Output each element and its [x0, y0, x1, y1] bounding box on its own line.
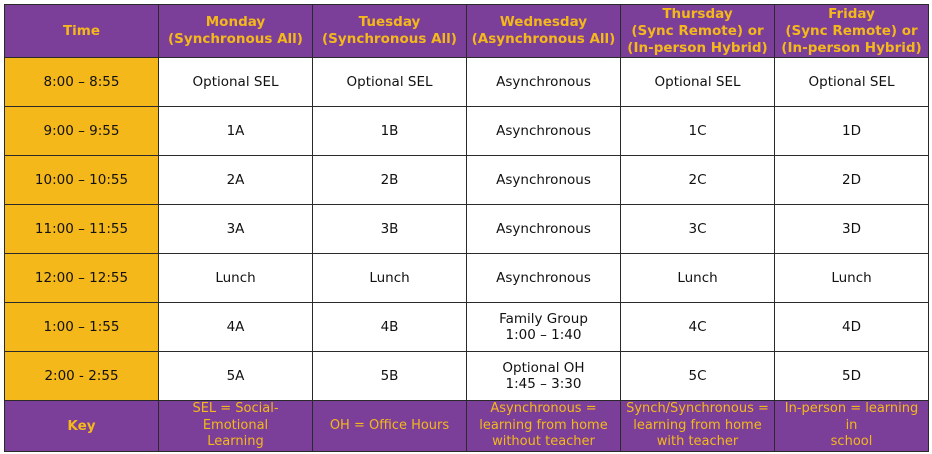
time-cell: 2:00 - 2:55	[5, 352, 159, 401]
table-row	[5, 156, 929, 205]
schedule-cell: 3D	[775, 205, 929, 254]
schedule-cell: 2B	[313, 156, 467, 205]
time-cell: 11:00 – 11:55	[5, 205, 159, 254]
schedule-cell: 4D	[775, 303, 929, 352]
table-row	[5, 205, 929, 254]
table-row	[5, 107, 929, 156]
table-row	[5, 254, 929, 303]
schedule-cell: Family Group 1:00 – 1:40	[467, 303, 621, 352]
schedule-cell: 5C	[621, 352, 775, 401]
key-item-synchronous: Synch/Synchronous = learning from home with teacher	[621, 401, 775, 452]
schedule-cell: Optional SEL	[159, 58, 313, 107]
key-label: Key	[5, 401, 159, 452]
schedule-cell: 2D	[775, 156, 929, 205]
header-wednesday: Wednesday (Asynchronous All)	[467, 5, 621, 58]
table-row	[5, 58, 929, 107]
header-time: Time	[5, 5, 159, 58]
schedule-cell: Optional SEL	[621, 58, 775, 107]
schedule-cell: 4C	[621, 303, 775, 352]
schedule-cell: 2A	[159, 156, 313, 205]
schedule-cell: Asynchronous	[467, 254, 621, 303]
key-item-asynchronous: Asynchronous = learning from home without teacher	[467, 401, 621, 452]
schedule-cell: 1D	[775, 107, 929, 156]
time-cell: 8:00 – 8:55	[5, 58, 159, 107]
time-cell: 1:00 – 1:55	[5, 303, 159, 352]
schedule-cell: Lunch	[313, 254, 467, 303]
table-row	[5, 303, 929, 352]
schedule-cell: 4A	[159, 303, 313, 352]
schedule-cell: Asynchronous	[467, 58, 621, 107]
schedule-cell: Lunch	[775, 254, 929, 303]
schedule-cell: 1C	[621, 107, 775, 156]
schedule-cell: Asynchronous	[467, 205, 621, 254]
header-monday: Monday (Synchronous All)	[159, 5, 313, 58]
schedule-cell: Optional SEL	[775, 58, 929, 107]
header-row	[5, 5, 929, 58]
table-row	[5, 352, 929, 401]
schedule-cell: Lunch	[621, 254, 775, 303]
time-cell: 9:00 – 9:55	[5, 107, 159, 156]
header-tuesday: Tuesday (Synchronous All)	[313, 5, 467, 58]
schedule-table	[4, 4, 929, 452]
schedule-cell: 3A	[159, 205, 313, 254]
time-cell: 10:00 – 10:55	[5, 156, 159, 205]
schedule-cell: 4B	[313, 303, 467, 352]
schedule-cell: Optional SEL	[313, 58, 467, 107]
schedule-cell: 5A	[159, 352, 313, 401]
header-friday: Friday (Sync Remote) or (In-person Hybrid)	[775, 5, 929, 58]
schedule-cell: Asynchronous	[467, 107, 621, 156]
key-item-oh: OH = Office Hours	[313, 401, 467, 452]
key-row	[5, 401, 929, 452]
schedule-cell: 5B	[313, 352, 467, 401]
schedule-cell: Optional OH 1:45 – 3:30	[467, 352, 621, 401]
schedule-cell: Asynchronous	[467, 156, 621, 205]
schedule-cell: 2C	[621, 156, 775, 205]
key-item-in-person: In-person = learning in school	[775, 401, 929, 452]
schedule-cell: 1A	[159, 107, 313, 156]
schedule-cell: 1B	[313, 107, 467, 156]
time-cell: 12:00 – 12:55	[5, 254, 159, 303]
schedule-cell: 3C	[621, 205, 775, 254]
schedule-cell: 5D	[775, 352, 929, 401]
schedule-cell: 3B	[313, 205, 467, 254]
schedule-cell: Lunch	[159, 254, 313, 303]
key-item-sel: SEL = Social-Emotional Learning	[159, 401, 313, 452]
header-thursday: Thursday (Sync Remote) or (In-person Hybrid)	[621, 5, 775, 58]
